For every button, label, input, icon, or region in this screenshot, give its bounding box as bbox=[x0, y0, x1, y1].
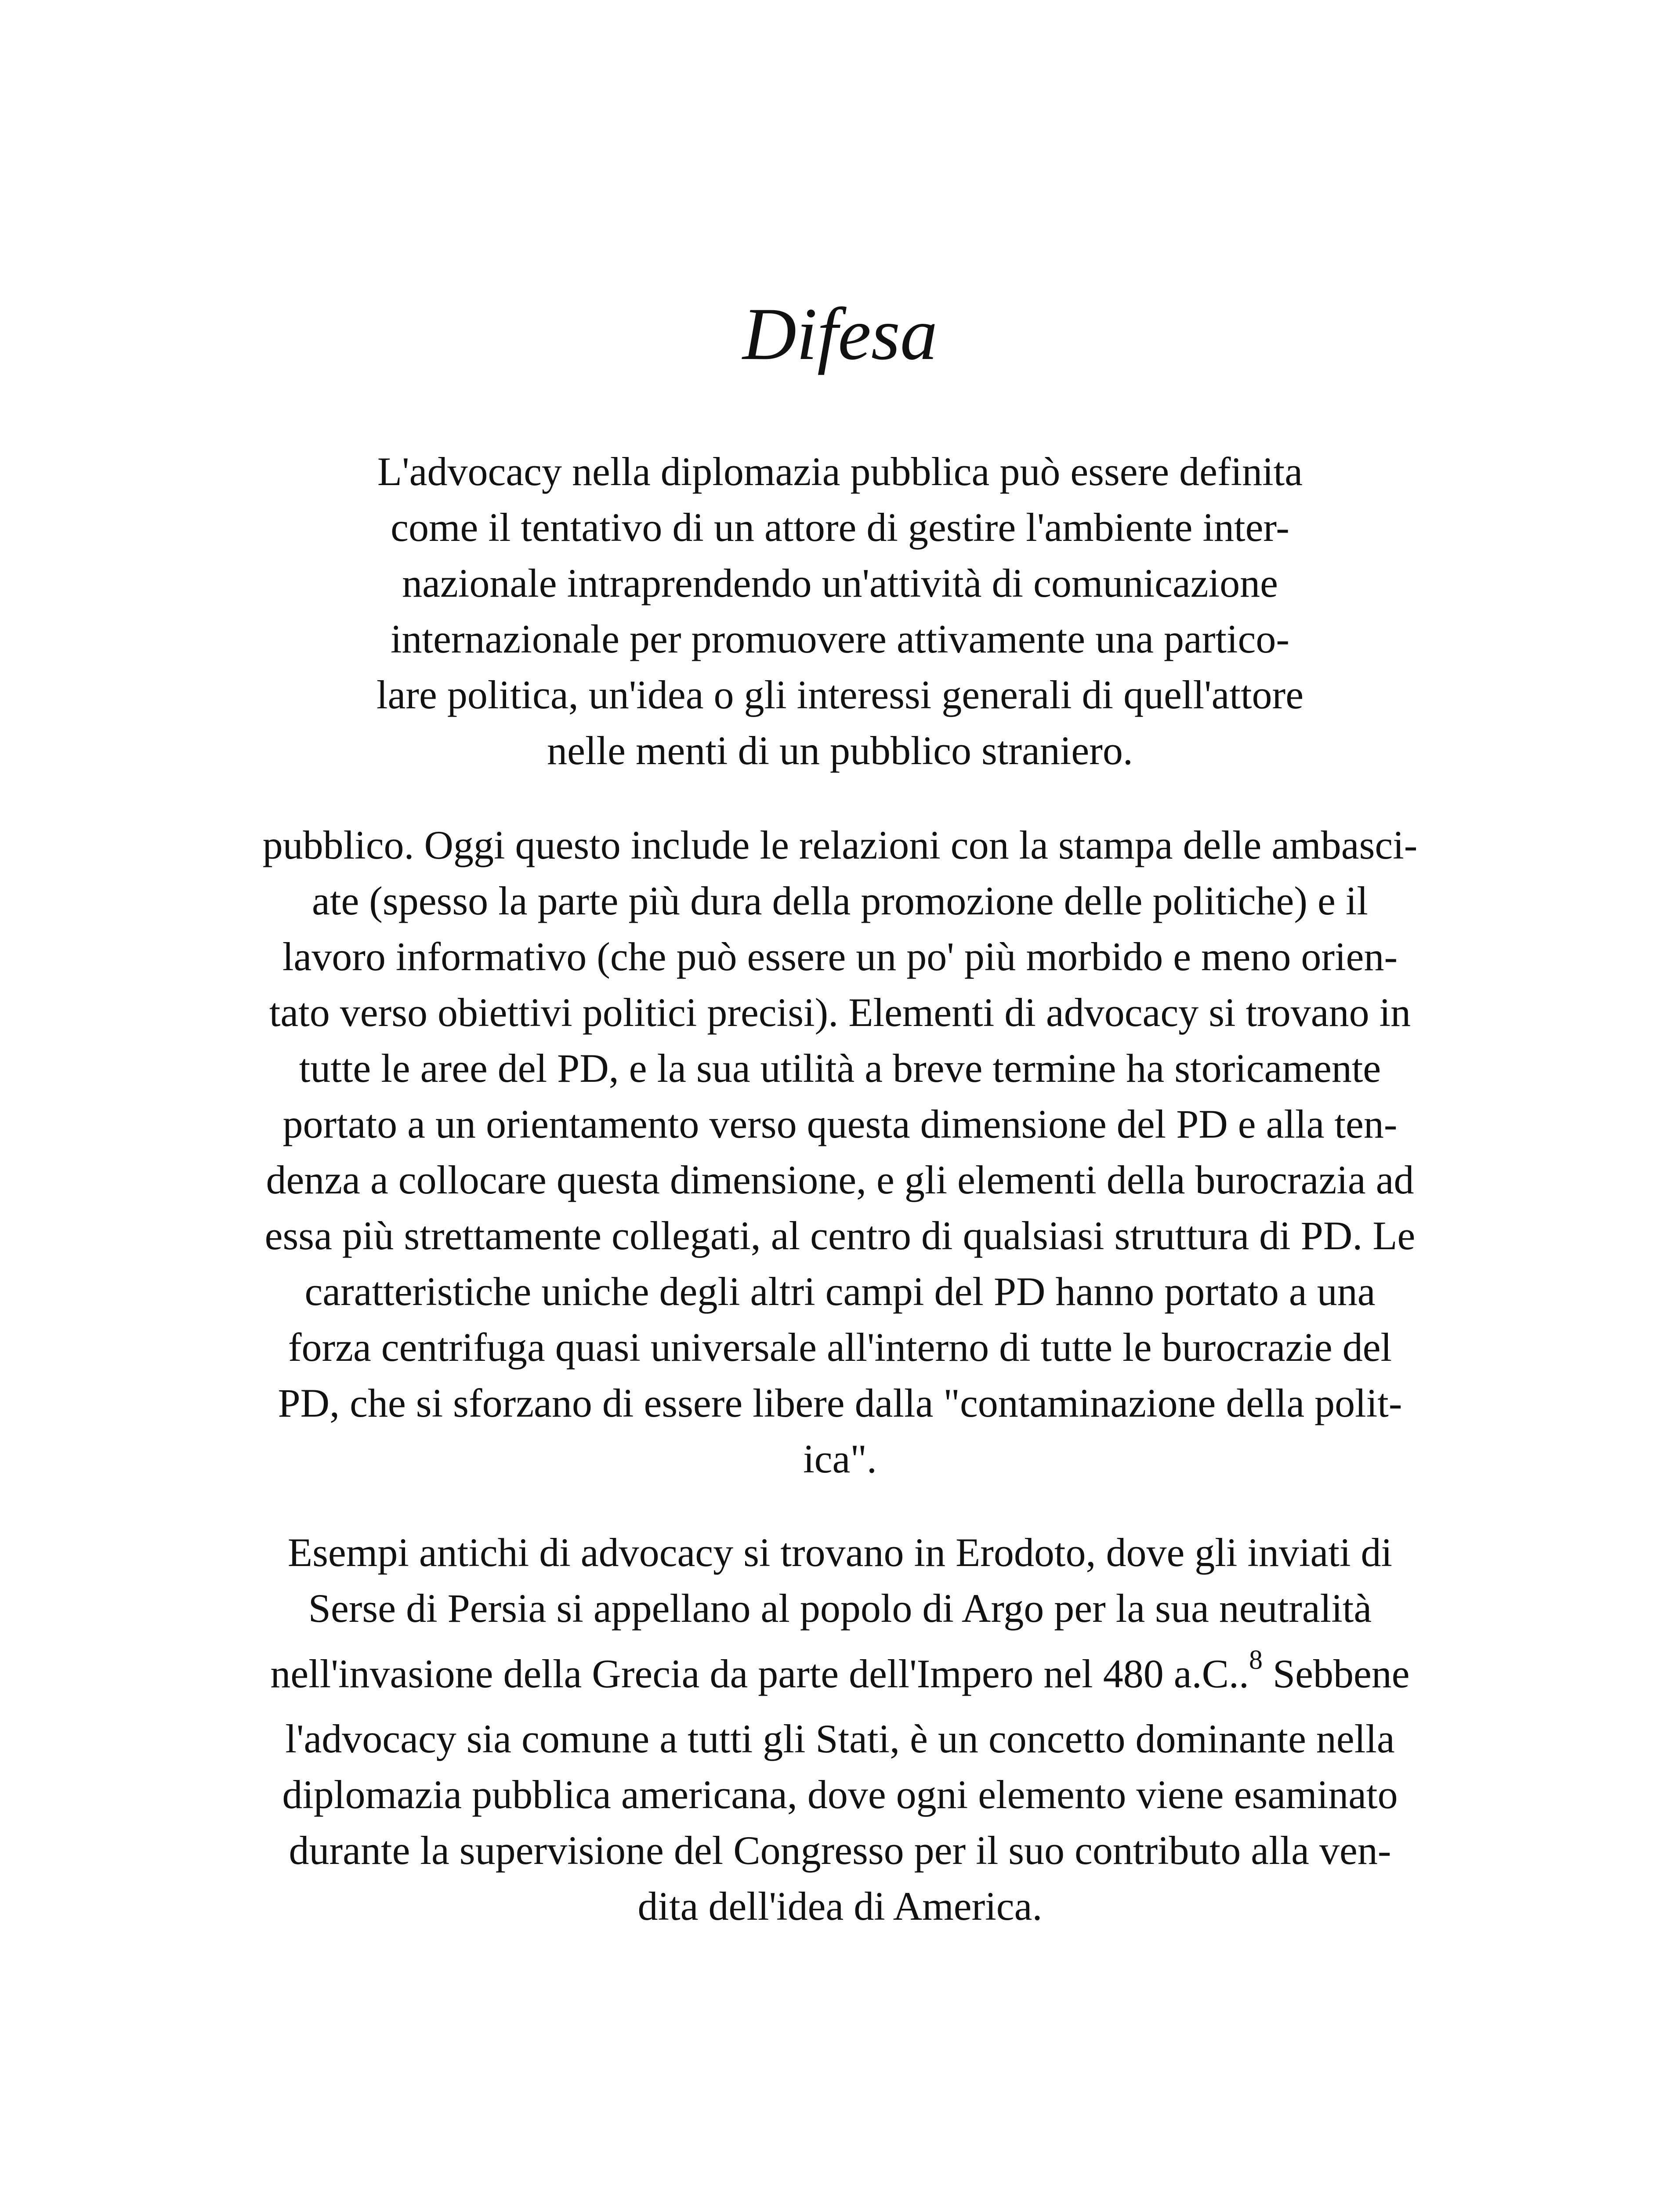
abstract-line: nelle menti di un pubblico straniero. bbox=[547, 728, 1133, 773]
body-line: essa più strettamente collegati, al centro di qualsiasi struttura di PD. Le bbox=[264, 1213, 1416, 1258]
body-line: denza a collocare questa dimensione, e gli elementi della burocrazia ad bbox=[266, 1157, 1414, 1202]
abstract-line: lare politica, un'idea o gli interessi generali di quell'attore bbox=[376, 672, 1304, 717]
footnote-reference[interactable]: 8 bbox=[1249, 1645, 1263, 1675]
body-line: l'advocacy sia comune a tutti gli Stati, è un concetto dominante nella bbox=[285, 1716, 1395, 1761]
body-line: dita dell'idea di America. bbox=[637, 1884, 1043, 1929]
body-line-text: nell'invasione della Grecia da parte dell'Impero nel 480 a.C.. bbox=[270, 1651, 1249, 1696]
abstract-line: internazionale per promuovere attivamente una partico- bbox=[390, 616, 1290, 661]
body-line: diplomazia pubblica americana, dove ogni elemento viene esaminato bbox=[282, 1772, 1398, 1817]
body-line: durante la supervisione del Congresso per il suo contributo alla ven- bbox=[289, 1828, 1391, 1873]
abstract-line: L'advocacy nella diplomazia pubblica può essere definita bbox=[377, 449, 1303, 494]
abstract-line: nazionale intraprendendo un'attività di comunicazione bbox=[402, 561, 1278, 605]
body-line: Serse di Persia si appellano al popolo di Argo per la sua neutralità bbox=[308, 1586, 1372, 1631]
body-line: portato a un orientamento verso questa dimensione del PD e alla ten- bbox=[282, 1102, 1398, 1146]
body-line: tutte le aree del PD, e la sua utilità a breve termine ha storicamente bbox=[299, 1046, 1381, 1091]
body-line: caratteristiche uniche degli altri campi del PD hanno portato a una bbox=[304, 1269, 1376, 1314]
abstract-paragraph bbox=[299, 444, 1381, 779]
body-line: tato verso obiettivi politici precisi). Elementi di advocacy si trovano in bbox=[269, 990, 1411, 1035]
body-line: forza centrifuga quasi universale all'interno di tutte le burocrazie del bbox=[288, 1325, 1392, 1370]
body-line-text: Sebbene bbox=[1262, 1651, 1410, 1696]
abstract-line: come il tentativo di un attore di gestire l'ambiente inter- bbox=[391, 505, 1289, 550]
body-paragraph-3 bbox=[206, 1525, 1474, 1934]
body-line: ica". bbox=[803, 1436, 877, 1481]
body-line-with-footnote bbox=[206, 1636, 1474, 1711]
body-line: PD, che si sforzano di essere libere dalla "contaminazione della polit- bbox=[278, 1381, 1402, 1425]
body-paragraph-2 bbox=[206, 817, 1474, 1487]
body-line: Esempi antichi di advocacy si trovano in Erodoto, dove gli inviati di bbox=[287, 1530, 1393, 1575]
body-line: pubblico. Oggi questo include le relazioni con la stampa delle ambasci- bbox=[262, 823, 1418, 867]
body-line: lavoro informativo (che può essere un po' più morbido e meno orien- bbox=[282, 934, 1398, 979]
section-title: Difesa bbox=[742, 293, 938, 375]
body-line: ate (spesso la parte più dura della promozione delle politiche) e il bbox=[312, 878, 1368, 923]
